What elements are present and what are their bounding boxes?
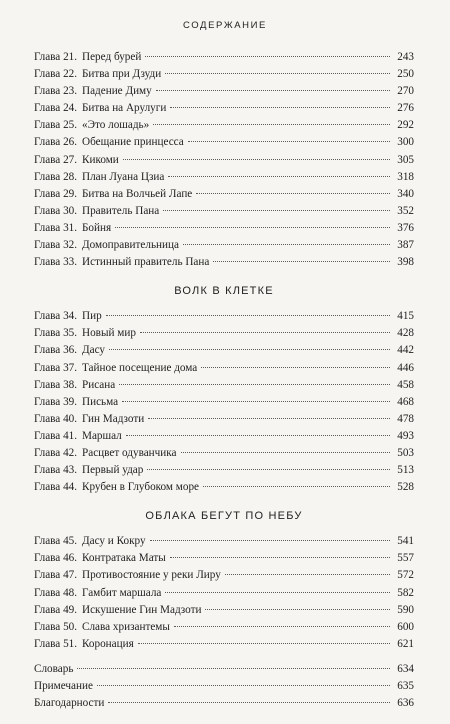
chapter-title: Домоправительница — [82, 239, 179, 252]
page-number: 442 — [397, 344, 414, 357]
dot-leader — [201, 367, 390, 368]
chapter-number: Глава 27. — [34, 153, 78, 166]
toc-entry — [34, 479, 414, 496]
chapter-title: Битва при Дзуди — [82, 68, 162, 81]
back-matter-title: Благодарности — [34, 697, 105, 710]
dot-leader — [163, 210, 390, 211]
dot-leader — [126, 435, 390, 436]
toc-entry — [34, 695, 414, 712]
dot-leader — [181, 452, 391, 453]
page-number: 541 — [397, 535, 414, 548]
chapter-number: Глава 37. — [34, 361, 78, 374]
page-number: 446 — [397, 361, 414, 374]
running-head: СОДЕРЖАНИЕ — [183, 20, 267, 31]
chapter-title: Правитель Пана — [82, 204, 160, 217]
page-number: 352 — [397, 204, 414, 217]
chapter-number: Глава 43. — [34, 464, 78, 477]
page-number: 468 — [397, 395, 414, 408]
chapter-title: Тайное посещение дома — [82, 361, 198, 374]
chapter-number: Глава 31. — [34, 221, 78, 234]
toc-entry — [34, 308, 414, 325]
toc-entry — [34, 83, 414, 100]
chapter-number: Глава 29. — [34, 187, 78, 200]
toc-entry — [34, 602, 414, 619]
chapter-title: Бойня — [82, 221, 112, 234]
dot-leader — [140, 332, 390, 333]
dot-leader — [150, 540, 390, 541]
chapter-number: Глава 45. — [34, 535, 78, 548]
toc-entry — [34, 186, 414, 203]
chapter-number: Глава 47. — [34, 569, 78, 582]
toc-entry — [34, 661, 414, 678]
dot-leader — [138, 643, 390, 644]
dot-leader — [168, 176, 390, 177]
dot-leader — [122, 401, 390, 402]
part-heading: ВОЛК В КЛЕТКЕ — [174, 285, 274, 298]
chapter-title: Битва на Волчьей Лапе — [82, 187, 193, 200]
chapter-title: Расцвет одуванчика — [82, 446, 177, 459]
chapter-title: Слава хризантемы — [82, 620, 170, 633]
chapter-title: Гамбит маршала — [82, 586, 162, 599]
toc-entry — [34, 237, 414, 254]
toc-entry — [34, 678, 414, 695]
chapter-number: Глава 42. — [34, 446, 78, 459]
page-number: 243 — [397, 51, 414, 63]
chapter-number: Глава 50. — [34, 620, 78, 633]
chapter-number: Глава 25. — [34, 119, 78, 132]
chapter-number: Глава 35. — [34, 327, 78, 340]
dot-leader — [205, 609, 390, 610]
chapter-number: Глава 40. — [34, 412, 78, 425]
dot-leader — [153, 124, 390, 125]
page-number: 582 — [397, 586, 414, 599]
dot-leader — [165, 73, 390, 74]
chapter-number: Глава 36. — [34, 344, 78, 357]
back-matter — [34, 661, 414, 712]
dot-leader — [147, 469, 390, 470]
toc-entry — [34, 325, 414, 342]
part-heading: ОБЛАКА БЕГУТ ПО НЕБУ — [145, 510, 303, 523]
dot-leader — [174, 626, 390, 627]
page-number: 340 — [397, 187, 414, 200]
chapter-title: Обещание принцесса — [82, 136, 184, 149]
page-number: 600 — [397, 620, 414, 633]
chapter-title: Перед бурей — [82, 51, 142, 63]
chapter-title: Дасу — [82, 344, 106, 357]
toc-entry — [34, 254, 414, 271]
chapter-number: Глава 30. — [34, 204, 78, 217]
chapter-title: Новый мир — [82, 327, 136, 340]
chapter-title: Контратака Маты — [82, 552, 166, 565]
dot-leader — [225, 574, 390, 575]
chapter-title: Кикоми — [82, 153, 119, 166]
page-number: 634 — [397, 662, 414, 675]
chapter-number: Глава 21. — [34, 51, 78, 63]
dot-leader — [196, 193, 390, 194]
page-number: 621 — [397, 637, 414, 650]
chapter-title: Гин Мадзоти — [82, 412, 145, 425]
page-number: 528 — [397, 481, 414, 494]
toc-entry — [34, 411, 414, 428]
chapter-number: Глава 39. — [34, 395, 78, 408]
chapter-title: Коронация — [82, 637, 134, 650]
dot-leader — [188, 141, 390, 142]
page-number: 250 — [397, 68, 414, 81]
dot-leader — [165, 592, 390, 593]
toc-entry — [34, 567, 414, 584]
toc-entry — [34, 550, 414, 567]
page-number: 572 — [397, 569, 414, 582]
toc-entry — [34, 533, 414, 550]
toc-entry — [34, 394, 414, 411]
chapter-title: Маршал — [82, 429, 122, 442]
back-matter-title: Словарь — [34, 662, 74, 675]
dot-leader — [145, 56, 390, 57]
chapter-title: Первый удар — [82, 464, 144, 477]
page-number: 557 — [397, 552, 414, 565]
toc-entry — [34, 152, 414, 169]
chapter-number: Глава 28. — [34, 170, 78, 183]
page-number: 318 — [397, 170, 414, 183]
toc-entry — [34, 360, 414, 377]
toc-entry — [34, 377, 414, 394]
dot-leader — [170, 557, 390, 558]
page-number: 276 — [397, 102, 414, 115]
page-number: 458 — [397, 378, 414, 391]
chapter-title: План Луана Цзиа — [82, 170, 165, 183]
toc-entry — [34, 134, 414, 151]
page-number: 376 — [397, 221, 414, 234]
page-number: 493 — [397, 429, 414, 442]
chapter-number: Глава 32. — [34, 239, 78, 252]
chapter-number: Глава 34. — [34, 310, 78, 323]
chapter-number: Глава 44. — [34, 481, 78, 494]
chapter-number: Глава 48. — [34, 586, 78, 599]
chapter-title: «Это лошадь» — [82, 119, 150, 132]
back-matter-title: Примечание — [34, 680, 93, 692]
toc-entry — [34, 619, 414, 636]
dot-leader — [148, 418, 390, 419]
dot-leader — [213, 261, 390, 262]
chapter-title: Падение Диму — [82, 85, 152, 98]
dot-leader — [97, 685, 390, 686]
toc-entry — [34, 220, 414, 237]
toc-entry — [34, 117, 414, 134]
toc-entry — [34, 585, 414, 602]
chapter-title: Рисана — [82, 378, 116, 391]
chapter-number: Глава 26. — [34, 136, 78, 149]
chapter-number: Глава 38. — [34, 378, 78, 391]
toc-entry — [34, 203, 414, 220]
chapter-title: Искушение Гин Мадзоти — [82, 603, 202, 616]
page-number: 270 — [397, 85, 414, 98]
page-number: 387 — [397, 239, 414, 252]
chapter-number: Глава 49. — [34, 603, 78, 616]
chapter-number: Глава 33. — [34, 256, 78, 269]
toc-entry — [34, 49, 414, 66]
dot-leader — [170, 107, 390, 108]
chapter-title: Битва на Арулуги — [82, 102, 167, 115]
page-number: 513 — [397, 464, 414, 477]
dot-leader — [108, 702, 390, 703]
toc-entry — [34, 169, 414, 186]
dot-leader — [123, 159, 390, 160]
toc-entry — [34, 445, 414, 462]
chapter-title: Истинный правитель Пана — [82, 256, 210, 269]
page-number: 300 — [397, 136, 414, 149]
chapter-title: Дасу и Кокру — [82, 535, 146, 548]
dot-leader — [77, 668, 390, 669]
page-number: 292 — [397, 119, 414, 132]
table-of-contents — [34, 49, 414, 712]
chapter-number: Глава 51. — [34, 637, 78, 650]
page-number: 478 — [397, 412, 414, 425]
page-number: 415 — [397, 310, 414, 323]
chapter-title: Письма — [82, 395, 119, 408]
dot-leader — [109, 349, 390, 350]
toc-entry — [34, 342, 414, 359]
chapter-number: Глава 22. — [34, 68, 78, 81]
chapter-number: Глава 41. — [34, 429, 78, 442]
page-number: 398 — [397, 256, 414, 269]
chapter-title: Противостояние у реки Лиру — [82, 569, 221, 582]
dot-leader — [203, 486, 390, 487]
toc-entry — [34, 428, 414, 445]
page-number: 636 — [397, 697, 414, 710]
dot-leader — [115, 227, 390, 228]
spacer — [34, 653, 414, 661]
toc-group — [34, 277, 414, 496]
toc-entry — [34, 66, 414, 83]
toc-group — [34, 49, 414, 271]
page-number: 635 — [397, 680, 414, 692]
toc-entry — [34, 100, 414, 117]
toc-entry — [34, 462, 414, 479]
page-number: 590 — [397, 603, 414, 616]
chapter-number: Глава 23. — [34, 85, 78, 98]
page-number: 428 — [397, 327, 414, 340]
dot-leader — [119, 384, 390, 385]
chapter-number: Глава 46. — [34, 552, 78, 565]
toc-group — [34, 502, 414, 653]
chapter-title: Пир — [82, 310, 102, 323]
page-number: 503 — [397, 446, 414, 459]
chapter-number: Глава 24. — [34, 102, 78, 115]
page-number: 305 — [397, 153, 414, 166]
dot-leader — [183, 244, 390, 245]
dot-leader — [106, 315, 390, 316]
dot-leader — [156, 90, 390, 91]
toc-entry — [34, 636, 414, 653]
chapter-title: Крубен в Глубоком море — [82, 481, 200, 494]
